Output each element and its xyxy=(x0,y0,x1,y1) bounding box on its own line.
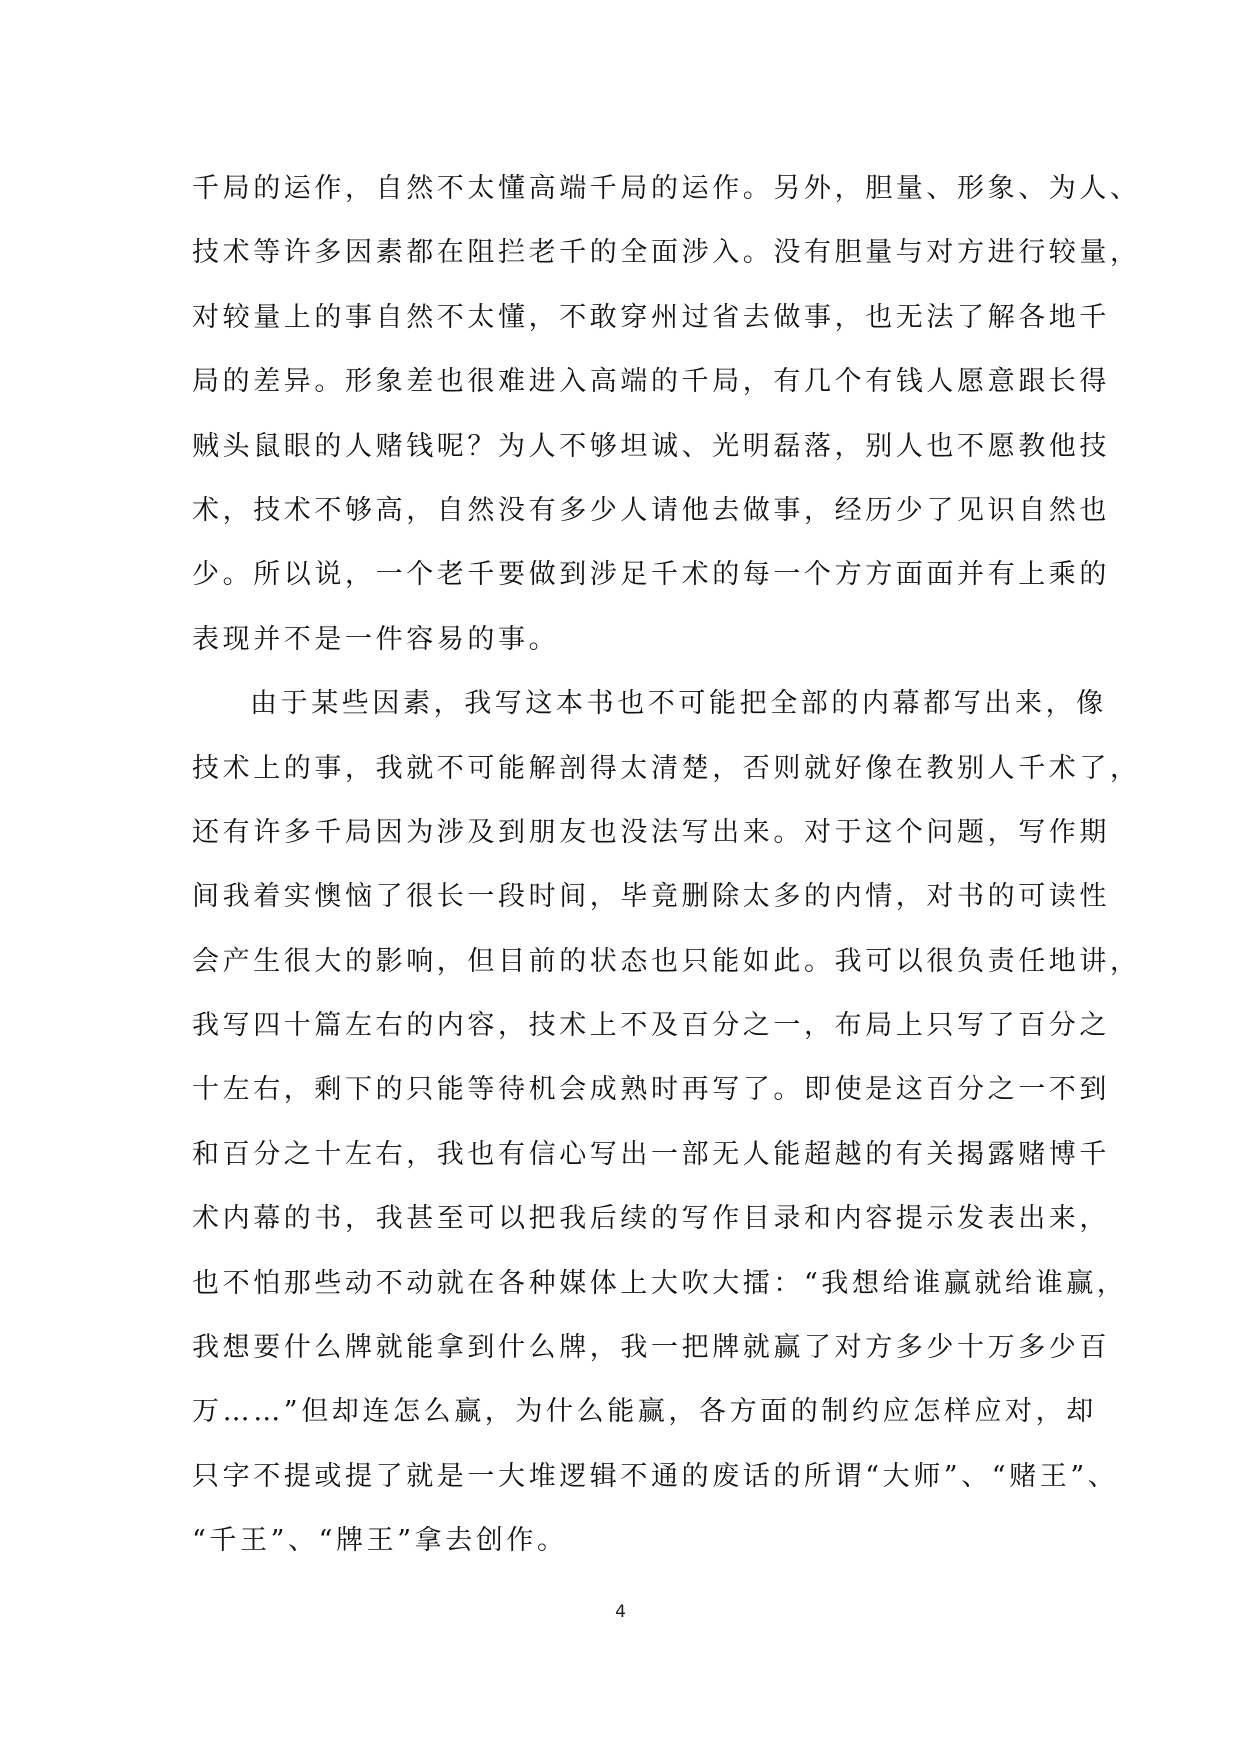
page-number: 4 xyxy=(615,1602,626,1622)
text-line: 技术上的事，我就不可能解剖得太清楚，否则就好像在教别人千术了， xyxy=(192,752,1141,784)
text-line: 万……”但却连怎么赢，为什么能赢，各方面的制约应怎样应对，却 xyxy=(192,1396,1097,1428)
text-line: 间我着实懊恼了很长一段时间，毕竟删除太多的内情，对书的可读性 xyxy=(192,881,1110,913)
paragraph-start-line: 由于某些因素，我写这本书也不可能把全部的内幕都写出来，像 xyxy=(250,688,1107,720)
text-line: 局的差异。形象差也很难进入高端的千局，有几个有钱人愿意跟长得 xyxy=(192,366,1110,398)
text-line: 技术等许多因素都在阻拦老千的全面涉入。没有胆量与对方进行较量， xyxy=(192,237,1141,269)
text-line: 贼头鼠眼的人赌钱呢？为人不够坦诚、光明磊落，别人也不愿教他技 xyxy=(192,430,1110,462)
text-line: 只字不提或提了就是一大堆逻辑不通的废话的所谓“大师”、“赌王”、 xyxy=(192,1460,1119,1492)
body-text xyxy=(192,157,1141,1574)
text-line: 千局的运作，自然不太懂高端千局的运作。另外，胆量、形象、为人、 xyxy=(192,173,1141,204)
text-line: 术，技术不够高，自然没有多少人请他去做事，经历少了见识自然也 xyxy=(192,494,1110,526)
text-line: 对较量上的事自然不太懂，不敢穿州过省去做事，也无法了解各地千 xyxy=(192,301,1110,333)
text-line: 十左右，剩下的只能等待机会成熟时再写了。即使是这百分之一不到 xyxy=(192,1074,1110,1106)
text-line: 表现并不是一件容易的事。 xyxy=(192,623,560,655)
text-line: 会产生很大的影响，但目前的状态也只能如此。我可以很负责任地讲， xyxy=(192,945,1141,977)
text-line: 我写四十篇左右的内容，技术上不及百分之一，布局上只写了百分之 xyxy=(192,1010,1110,1042)
text-line: 还有许多千局因为涉及到朋友也没法写出来。对于这个问题，写作期 xyxy=(192,816,1110,848)
text-line: “千王”、“牌王”拿去创作。 xyxy=(192,1525,568,1557)
text-line: 我想要什么牌就能拿到什么牌，我一把牌就赢了对方多少十万多少百 xyxy=(192,1332,1110,1364)
text-line: 术内幕的书，我甚至可以把我后续的写作目录和内容提示发表出来， xyxy=(192,1203,1110,1235)
text-line: 和百分之十左右，我也有信心写出一部无人能超越的有关揭露赌博千 xyxy=(192,1138,1110,1170)
text-line: 少。所以说，一个老千要做到涉足千术的每一个方方面面并有上乘的 xyxy=(192,559,1110,591)
text-line: 也不怕那些动不动就在各种媒体上大吹大擂：“我想给谁赢就给谁赢， xyxy=(192,1267,1128,1299)
